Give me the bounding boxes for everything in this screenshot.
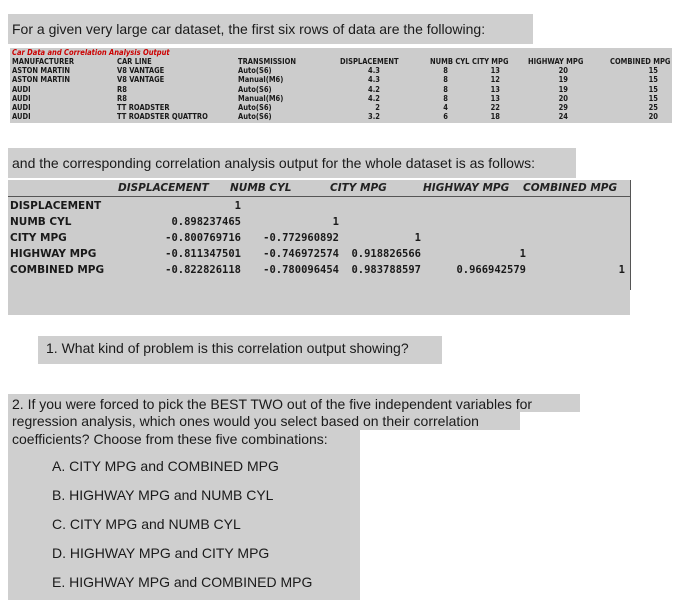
table-cell: 19 <box>558 84 568 94</box>
correlation-cell: -0.822826118 <box>165 264 241 276</box>
table-cell: 13 <box>490 84 500 94</box>
table-header-cell: DISPLACEMENT <box>340 57 399 66</box>
intro-text: For a given very large car dataset, the first six rows of data are the following: <box>12 21 486 37</box>
table-row <box>10 85 672 94</box>
correlation-table <box>8 180 630 315</box>
correlation-column-header: COMBINED MPG <box>523 182 618 194</box>
correlation-cell: 1 <box>618 264 625 276</box>
table-cell: ASTON MARTIN <box>12 66 70 76</box>
table-title: Car Data and Correlation Analysis Output <box>12 48 170 57</box>
correlation-header-row <box>8 180 630 196</box>
table-cell: AUDI <box>12 93 31 103</box>
table-cell: AUDI <box>12 112 31 122</box>
table-cell: AUDI <box>12 102 31 112</box>
table-cell: R8 <box>117 84 127 94</box>
table-cell: 8 <box>443 84 448 94</box>
table-cell: V8 VANTAGE <box>117 75 165 85</box>
table-cell: TT ROADSTER <box>117 102 170 112</box>
table-cell: R8 <box>117 93 127 103</box>
option-b: B. HIGHWAY MPG and NUMB CYL <box>52 487 274 503</box>
correlation-cell: 1 <box>414 232 421 244</box>
option-e: E. HIGHWAY MPG and COMBINED MPG <box>52 574 313 590</box>
correlation-column-header: CITY MPG <box>330 182 387 194</box>
table-cell: 13 <box>490 93 500 103</box>
table-cell: 19 <box>558 75 568 85</box>
correlation-column-header: NUMB CYL <box>230 182 292 194</box>
table-cell: 29 <box>558 102 568 112</box>
correlation-cell: -0.772960892 <box>263 232 339 244</box>
table-row <box>10 66 672 75</box>
table-cell: 12 <box>490 75 500 85</box>
table-cell: 15 <box>648 93 658 103</box>
correlation-cell: 0.966942579 <box>456 264 526 276</box>
table-cell: Auto(S6) <box>238 112 272 122</box>
table-cell: 4.3 <box>368 75 380 85</box>
table-header-cell: NUMB CYL <box>430 57 470 66</box>
table-cell: TT ROADSTER QUATTRO <box>117 112 208 122</box>
correlation-row-label: DISPLACEMENT <box>10 200 102 212</box>
table-row <box>10 75 672 84</box>
table-row <box>10 103 672 112</box>
table-cell: 25 <box>648 102 658 112</box>
table-cell: 15 <box>648 66 658 76</box>
correlation-row-label: NUMB CYL <box>10 216 72 228</box>
table-cell: Manual(M6) <box>238 75 284 85</box>
table-cell: 15 <box>648 75 658 85</box>
table-cell: V8 VANTAGE <box>117 66 165 76</box>
table-header-cell: MANUFACTURER <box>12 57 75 66</box>
table-cell: 15 <box>648 84 658 94</box>
table-header-cell: CITY MPG <box>472 57 509 66</box>
table-cell: 4 <box>443 102 448 112</box>
table-cell: 8 <box>443 93 448 103</box>
table-cell: 8 <box>443 75 448 85</box>
table-cell: 8 <box>443 66 448 76</box>
table-cell: Auto(S6) <box>238 102 272 112</box>
car-data-table <box>10 48 672 123</box>
option-a: A. CITY MPG and COMBINED MPG <box>52 458 279 474</box>
table-cell: 20 <box>648 112 658 122</box>
correlation-column-header: HIGHWAY MPG <box>423 182 510 194</box>
table-header-cell: CAR LINE <box>117 57 152 66</box>
table-cell: 20 <box>558 93 568 103</box>
correlation-cell: 0.983788597 <box>351 264 421 276</box>
question-2-line-3: coefficients? Choose from these five combinations: <box>12 431 328 447</box>
option-c: C. CITY MPG and NUMB CYL <box>52 516 241 532</box>
table-header-cell: TRANSMISSION <box>238 57 297 66</box>
question-2-line-1: 2. If you were forced to pick the BEST TWO out of the five independent variables for <box>12 396 533 412</box>
correlation-intro-text: and the corresponding correlation analysis output for the whole dataset is as follows: <box>12 155 535 171</box>
table-cell: 4.2 <box>368 93 380 103</box>
option-d: D. HIGHWAY MPG and CITY MPG <box>52 545 270 561</box>
table-cell: 22 <box>490 102 500 112</box>
correlation-cell: 1 <box>519 248 526 260</box>
correlation-cell: 0.898237465 <box>171 216 241 228</box>
correlation-row-label: COMBINED MPG <box>10 264 105 276</box>
table-cell: 4.3 <box>368 66 380 76</box>
correlation-column-header: DISPLACEMENT <box>118 182 209 194</box>
correlation-cell: 1 <box>332 216 339 228</box>
correlation-cell: -0.746972574 <box>263 248 339 260</box>
correlation-row-label: HIGHWAY MPG <box>10 248 97 260</box>
table-cell: Auto(S6) <box>238 84 272 94</box>
correlation-cell: 1 <box>234 200 241 212</box>
table-cell: 18 <box>490 112 500 122</box>
correlation-cell: 0.918826566 <box>351 248 421 260</box>
correlation-cell: -0.800769716 <box>165 232 241 244</box>
table-cell: ASTON MARTIN <box>12 75 70 85</box>
table-cell: 3.2 <box>368 112 380 122</box>
table-header-row <box>10 57 672 66</box>
table-cell: 20 <box>558 66 568 76</box>
table-cell: 4.2 <box>368 84 380 94</box>
table-cell: Auto(S6) <box>238 66 272 76</box>
table-cell: 13 <box>490 66 500 76</box>
table-header-cell: HIGHWAY MPG <box>528 57 584 66</box>
table-cell: 2 <box>375 102 380 112</box>
table-row <box>10 94 672 103</box>
table-header-cell: COMBINED MPG <box>610 57 671 66</box>
correlation-row-label: CITY MPG <box>10 232 67 244</box>
question-2-line-2: regression analysis, which ones would you select based on their correlation <box>12 413 479 429</box>
table-cell: 24 <box>558 112 568 122</box>
correlation-cell: -0.780096454 <box>263 264 339 276</box>
table-cell: AUDI <box>12 84 31 94</box>
table-cell: Manual(M6) <box>238 93 284 103</box>
correlation-cell: -0.811347501 <box>165 248 241 260</box>
table-cell: 6 <box>443 112 448 122</box>
question-1: 1. What kind of problem is this correlation output showing? <box>46 340 409 356</box>
table-row <box>10 112 672 121</box>
